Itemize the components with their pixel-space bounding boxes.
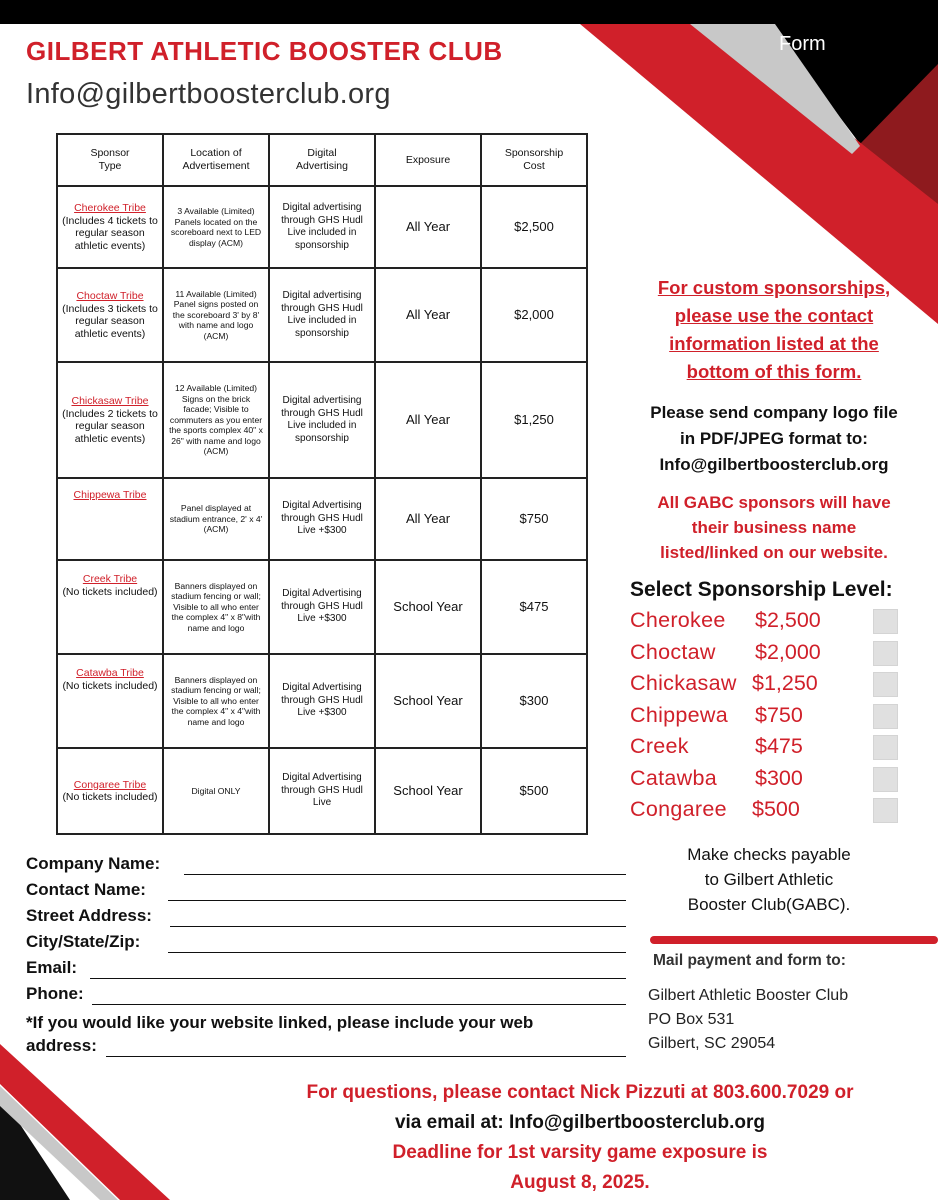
header-sponsor-type: Sponsor Type [57,134,163,186]
table-row [57,748,587,834]
sponsor-type-cell [57,268,163,362]
cost-cell: $300 [481,654,587,748]
mail-heading: Mail payment and form to: [653,952,846,969]
sponsor-tickets: (Includes 2 tickets to regular season athletic events) [62,407,158,445]
sponsor-link[interactable]: Chickasaw Tribe [71,395,149,407]
email-field [26,958,626,984]
sponsor-tickets: (Includes 4 tickets to regular season athletic events) [62,214,158,252]
sponsor-type-cell [57,654,163,748]
level-price: $2,000 [755,639,821,664]
sponsor-type-cell [57,748,163,834]
sponsorship-table [56,133,588,835]
field-label: Phone: [26,984,84,1003]
mail-address [648,984,848,1056]
city-state-zip-input[interactable] [168,952,626,953]
cost-cell: $475 [481,560,587,654]
level-option [630,734,930,766]
level-checkbox[interactable] [873,641,898,666]
level-name: Congaree [630,797,727,821]
logo-note-email[interactable]: Info@gilbertboosterclub.org [659,455,889,474]
contact-name-input[interactable] [168,900,626,901]
field-label: Contact Name: [26,880,146,899]
street-address-field [26,906,626,932]
sponsor-tickets: (No tickets included) [62,679,158,692]
exposure-cell: School Year [375,560,481,654]
email-input[interactable] [90,978,626,979]
custom-note-line[interactable]: bottom of this form. [686,361,862,382]
address-line: Gilbert Athletic Booster Club [648,987,849,1004]
sponsor-tickets: (Includes 3 tickets to regular season athletic events) [62,302,158,340]
custom-note-line[interactable]: information listed at the [669,333,879,354]
header-location: Location of Advertisement [163,134,269,186]
location-cell: 12 Available (Limited) Signs on the brick facade; Visible to commuters as you enter the sports complex 40" x 26" with name and logo (ACM) [163,362,269,478]
web-address-field [26,1036,626,1062]
level-price: $2,500 [755,608,821,632]
table-header-row [57,134,587,186]
custom-note-line[interactable]: For custom sponsorships, [657,277,891,298]
header-cost: Sponsorship Cost [481,134,587,186]
digital-cell: Digital Advertising through GHS Hudl Live +$300 [269,654,375,748]
phone-field [26,984,626,1010]
sponsor-tickets: (No tickets included) [62,585,158,598]
exposure-cell: All Year [375,186,481,268]
level-checkbox[interactable] [873,735,898,760]
page-title: GILBERT ATHLETIC BOOSTER CLUB [26,36,503,66]
field-label: City/State/Zip: [26,932,141,951]
checks-note-line: Booster Club(GABC). [687,895,851,914]
digital-cell: Digital advertising through GHS Hudl Live included in sponsorship [269,186,375,268]
level-name: Chippewa [630,702,729,727]
listing-note-line: their business name [691,518,857,537]
level-price: $300 [755,765,803,790]
contact-name-field [26,880,626,906]
location-cell: Digital ONLY [163,748,269,834]
sponsorship-level-list [630,608,930,829]
exposure-cell: All Year [375,478,481,560]
exposure-cell: All Year [375,362,481,478]
checks-note-line: to Gilbert Athletic [704,870,834,889]
checks-note-line: Make checks payable [687,845,851,864]
sponsor-type-cell [57,362,163,478]
divider-bar [650,936,938,944]
website-listing-note [630,490,918,565]
location-cell: Banners displayed on stadium fencing or wall; Visible to all who enter the complex 4" x 8"with name and logo [163,560,269,654]
sponsor-type-cell [57,186,163,268]
location-cell: 11 Available (Limited) Panel signs posted on the scoreboard 3' by 8' with name and logo (ACM) [163,268,269,362]
level-option [630,797,930,829]
level-price: $475 [755,734,803,758]
level-name: Catawba [630,765,717,790]
cost-cell: $2,000 [481,268,587,362]
sponsor-link[interactable]: Catawba Tribe [76,667,144,679]
level-checkbox[interactable] [873,798,898,823]
sponsor-link[interactable]: Creek Tribe [82,573,138,585]
field-label: Street Address: [26,906,152,925]
custom-sponsorship-note [630,274,918,386]
level-price: $750 [755,702,803,727]
website-note: *If you would like your website linked, please include your web [26,1013,534,1032]
logo-note-line: Please send company logo file [650,403,898,422]
listing-note-line: All GABC sponsors will have [657,493,891,512]
level-price: $500 [752,797,800,821]
exposure-cell: All Year [375,268,481,362]
level-name: Chickasaw [630,671,737,695]
sponsor-tickets: (No tickets included) [62,791,158,803]
level-option [630,608,930,640]
company-name-field [26,854,626,880]
digital-cell: Digital Advertising through GHS Hudl Live +$300 [269,560,375,654]
sponsorship-level-heading: Select Sponsorship Level: [630,578,893,601]
web-address-input[interactable] [106,1056,626,1057]
sponsor-type-cell [57,478,163,560]
address-line: Gilbert, SC 29054 [648,1035,776,1052]
level-checkbox[interactable] [873,609,898,634]
header-digital: Digital Advertising [269,134,375,186]
sponsorship-form-page [0,24,938,1200]
field-label: address: [26,1036,97,1055]
street-address-input[interactable] [170,926,626,927]
level-option [630,671,930,703]
exposure-cell: School Year [375,654,481,748]
footer-deadline: Deadline for 1st varsity game exposure is [392,1142,768,1163]
level-option [630,640,930,672]
level-name: Cherokee [630,608,726,632]
header-exposure: Exposure [375,134,481,186]
sponsor-type-cell [57,560,163,654]
digital-cell: Digital Advertising through GHS Hudl Live [269,748,375,834]
sponsor-link[interactable]: Cherokee Tribe [74,202,146,214]
level-option [630,766,930,798]
level-option [630,703,930,735]
sponsor-link[interactable]: Congaree Tribe [73,778,147,791]
footer-line: For questions, please contact Nick Pizzuti at 803.600.7029 or [306,1082,854,1103]
field-label: Email: [26,958,78,977]
footer-email-line[interactable]: via email at: Info@gilbertboosterclub.org [394,1112,766,1133]
digital-cell: Digital advertising through GHS Hudl Live included in sponsorship [269,362,375,478]
level-price: $1,250 [752,671,818,695]
contact-form [26,854,626,1062]
logo-note-line: in PDF/JPEG format to: [680,429,868,448]
level-checkbox[interactable] [873,767,898,792]
table-row [57,362,587,478]
field-label: Company Name: [26,854,161,873]
cost-cell: $1,250 [481,362,587,478]
table-row [57,560,587,654]
custom-note-line[interactable]: please use the contact [674,305,874,326]
sponsor-link[interactable]: Choctaw Tribe [76,290,144,302]
cost-cell: $750 [481,478,587,560]
header-email: Info@gilbertboosterclub.org [26,78,391,110]
checks-payable-note [640,842,898,917]
location-cell: 3 Available (Limited) Panels located on the scoreboard next to LED display (ACM) [163,186,269,268]
location-cell: Banners displayed on stadium fencing or wall; Visible to all who enter the complex 4" x 4"with name and logo [163,654,269,748]
city-state-zip-field [26,932,626,958]
footer-deadline-date: August 8, 2025. [510,1172,650,1193]
top-black-strip [0,0,938,24]
table-row [57,268,587,362]
sponsor-link[interactable]: Chippewa Tribe [73,489,147,501]
digital-cell: Digital Advertising through GHS Hudl Live +$300 [269,478,375,560]
level-checkbox[interactable] [873,672,898,697]
footer-contact [230,1078,930,1198]
location-cell: Panel displayed at stadium entrance, 2' x 4' (ACM) [163,478,269,560]
logo-file-note [630,400,918,478]
phone-input[interactable] [92,1004,626,1005]
cost-cell: $2,500 [481,186,587,268]
company-name-input[interactable] [184,874,626,875]
table-row [57,186,587,268]
address-line: PO Box 531 [648,1011,735,1028]
digital-cell: Digital advertising through GHS Hudl Live included in sponsorship [269,268,375,362]
cost-cell: $500 [481,748,587,834]
table-row [57,654,587,748]
level-name: Creek [630,734,689,758]
table-row [57,478,587,560]
listing-note-line: listed/linked on our website. [660,543,888,562]
form-label: Form [779,33,826,55]
level-name: Choctaw [630,639,716,664]
level-checkbox[interactable] [873,704,898,729]
exposure-cell: School Year [375,748,481,834]
